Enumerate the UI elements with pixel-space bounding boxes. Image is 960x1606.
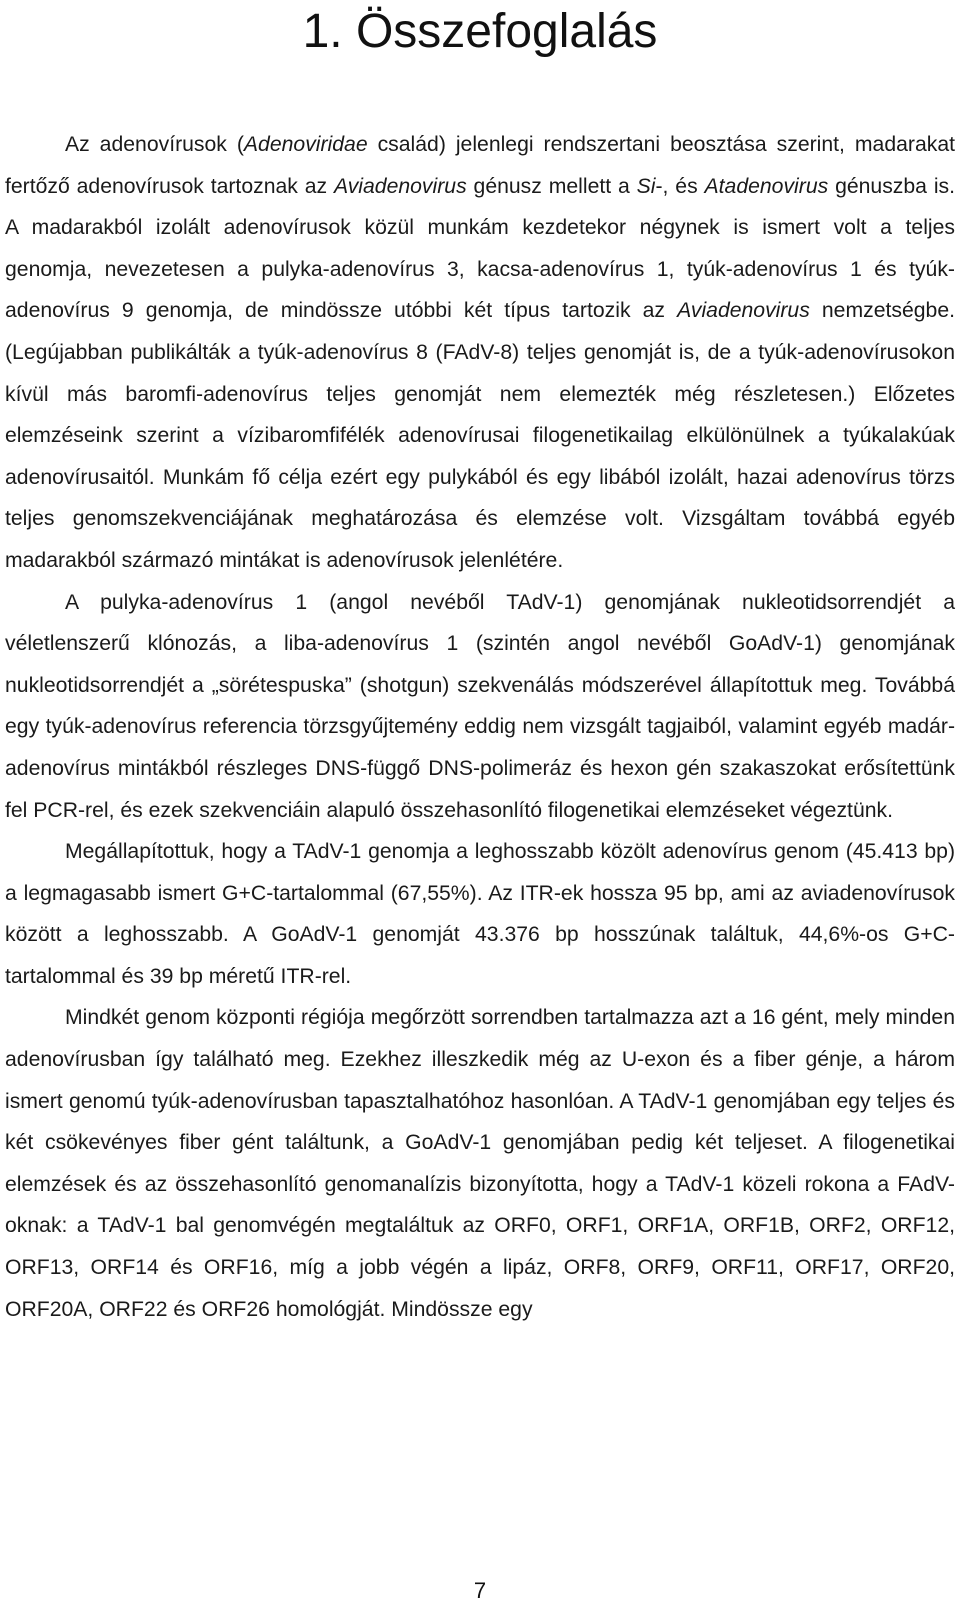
italic-term: Si — [636, 174, 656, 198]
text-run: génuszba is. A madarakból izolált adenovírusok közül munkám kezdetekor négynek is ismert volt a teljes genomja, nevezetesen a pulyka-adenovírus 3, kacsa-adenovírus 1, tyúk-adenovírus 1 és tyúk-adenovírus 9 genomja, de mindössze utóbbi két típus tartozik az — [5, 174, 956, 323]
italic-term: Atadenovirus — [704, 174, 829, 198]
italic-term: Aviadenovirus — [677, 299, 810, 323]
text-run: A pulyka-adenovírus 1 (angol nevéből TAdV-1) genomjának nukleotidsorrendjét a véletlenszerű klónozás, a liba-adenovírus 1 (szintén angol nevéből GoAdV-1) genomjának nukleotidsorrendjét a „sörétespuska” (shotgun) szekvenálás módszerével állapítottuk meg. Továbbá egy tyúk-adenovírus referencia törzsgyűjtemény eddig nem vizsgált tagjaiból, valamint egyéb madár-adenovírus mintákból részleges DNS-függő DNS-polimeráz és hexon gén szakaszokat erősítettünk fel PCR-rel, és ezek szekvenciáin alapuló összehasonlító filogenetikai elemzéseket végeztünk. — [5, 590, 955, 822]
paragraph — [5, 997, 955, 1330]
text-run: Megállapítottuk, hogy a TAdV-1 genomja a leghosszabb közölt adenovírus genom (45.413 bp) a legmagasabb ismert G+C-tartalommal (67,55%). Az ITR-ek hossza 95 bp, ami az aviadenovírusok között a leghosszabb. A GoAdV-1 genomját 43.376 bp hosszúnak találtuk, 44,6%-os G+C-tartalommal és 39 bp méretű ITR-rel. — [5, 840, 955, 988]
document-body — [5, 124, 955, 1330]
text-run: család) jelenlegi rendszertani beosztása szerint, madarakat fertőző adenovírusok tartoznak az — [5, 133, 955, 198]
paragraph — [5, 582, 955, 832]
text-run: Az adenovírusok ( — [65, 133, 244, 156]
page-number: 7 — [473, 1578, 487, 1603]
text-run: génusz mellett a — [466, 174, 637, 198]
text-run: Mindkét genom központi régiója megőrzött sorrendben tartalmazza azt a 16 gént, mely minden adenovírusban így található meg. Ezekhez illeszkedik még az U-exon és a fiber génje, a három ismert genomú tyúk-adenovírusban tapasztalhatóhoz hasonlóan. A TAdV-1 genomjában egy teljes és két csökevényes fiber gént találtunk, a GoAdV-1 genomjában pedig két teljeset. A filogenetikai elemzések és az összehasonlító genomanalízis bizonyította, hogy a TAdV-1 közeli rokona a FAdV-oknak: a TAdV-1 bal genomvégén megtaláltuk az ORF0, ORF1, ORF1A, ORF1B, ORF2, ORF12, ORF13, ORF14 és ORF16, míg a jobb végén a lipáz, ORF8, ORF9, ORF11, ORF17, ORF20, ORF20A, ORF22 és ORF26 homológját. Mindössze egy — [5, 1006, 955, 1321]
text-run: -, és — [655, 174, 705, 198]
italic-term: Adenoviridae — [243, 133, 368, 156]
paragraph — [5, 124, 955, 582]
text-run: nemzetségbe. (Legújabban publikálták a tyúk-adenovírus 8 (FAdV-8) teljes genomját is, de a tyúk-adenovírusokon kívül más baromfi-adenovírus teljes genomját nem elemezték még részletesen.) Előzetes elemzéseink szerint a vízibaromfifélék adenovírusai filogenetikailag elkülönülnek a tyúkalakúak adenovírusaitól. Munkám fő célja ezért egy pulykából és egy libából izolált, hazai adenovírus törzs teljes genomszekvenciájának meghatározása és elemzése volt. Vizsgáltam továbbá egyéb madarakból származó mintákat is adenovírusok jelenlétére. — [5, 299, 955, 572]
paragraph — [5, 831, 955, 997]
page-title: 1. Összefoglalás — [302, 5, 658, 58]
italic-term: Aviadenovirus — [333, 174, 467, 198]
